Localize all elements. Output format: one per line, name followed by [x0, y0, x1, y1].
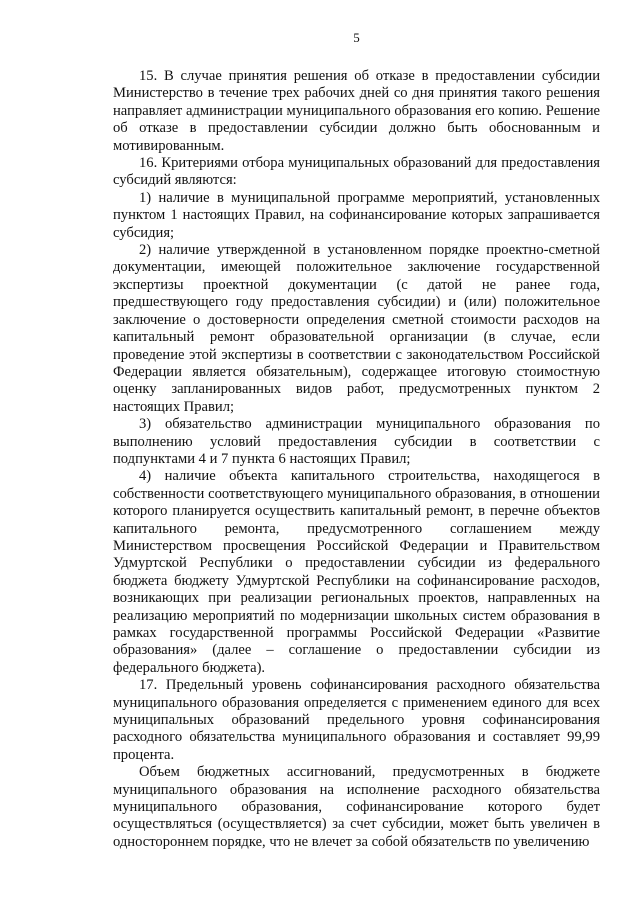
paragraph-15: 15. В случае принятия решения об отказе в предоставлении субсидии Министерство в течение трех рабочих дней со дня принятия такого решения направляет администрации муниципального образования его копию. Решение об отказе в предоставлении субсидии должно быть обоснованным и мотивированным.: [113, 68, 600, 154]
criterion-3: 3) обязательство администрации муниципального образования по выполнению условий предоставления субсидии в соответствии с подпунктами 4 и 7 пункта 6 настоящих Правил;: [113, 416, 600, 467]
paragraph-17: 17. Предельный уровень софинансирования расходного обязательства муниципального образования определяется с применением единого для всех муниципальных образований предельного уровня софинансирования расходного обязательства муниципального образования и составляет 99,99 процента.: [113, 677, 600, 763]
criterion-4: 4) наличие объекта капитального строительства, находящегося в собственности соответствующего муниципального образования, в отношении которого планируется осуществить капитальный ремонт, в перечне объектов капитального ремонта, предусмотренного соглашением между Министерством просвещения Российской Федерации и Правительством Удмуртской Республики о предоставлении субсидии из федерального бюджета бюджету Удмуртской Республики на софинансирование расходов, возникающих при реализации региональных проектов, направленных на реализацию мероприятий по модернизации школьных систем образования в рамках государственной программы Российской Федерации «Развитие образования» (далее – соглашение о предоставлении субсидии из федерального бюджета).: [113, 468, 600, 676]
document-page: [113, 30, 600, 851]
paragraph-16: 16. Критериями отбора муниципальных образований для предоставления субсидий являются:: [113, 155, 600, 189]
paragraph-budget-volume: Объем бюджетных ассигнований, предусмотренных в бюджете муниципального образования на исполнение расходного обязательства муниципального образования, софинансирование которого будет осуществляться (осуществляется) за счет субсидии, может быть увеличен в одностороннем порядке, что не влечет за собой обязательств по увеличению: [113, 764, 600, 850]
criterion-2: 2) наличие утвержденной в установленном порядке проектно-сметной документации, имеющей положительное заключение государственной экспертизы проектной документации (с датой не ранее года, предшествующего году предоставления субсидии) и (или) положительное заключение о достоверности определения сметной стоимости расходов на капитальный ремонт образовательной организации (в случае, если проведение этой экспертизы в соответствии с законодательством Российской Федерации является обязательным), содержащее итоговую стоимостную оценку запланированных видов работ, предусмотренных пунктом 2 настоящих Правил;: [113, 242, 600, 415]
page-number: 5: [353, 30, 360, 45]
criterion-1: 1) наличие в муниципальной программе мероприятий, установленных пунктом 1 настоящих Правил, на софинансирование которых запрашивается субсидия;: [113, 189, 600, 241]
